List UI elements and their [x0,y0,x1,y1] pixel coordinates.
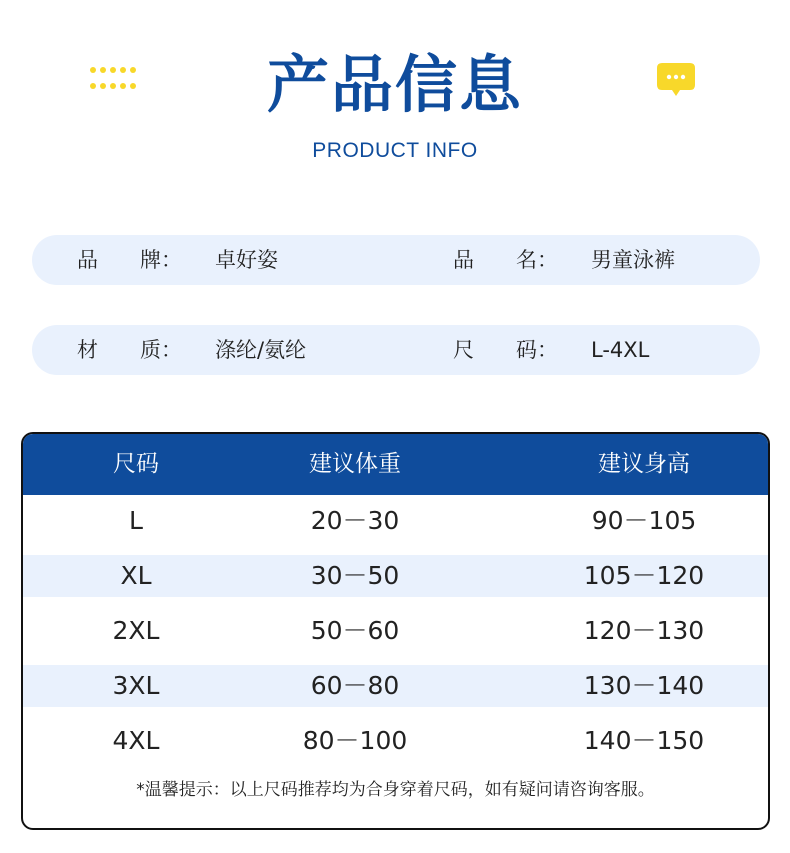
size-cell: 4XL [112,726,160,755]
info-row [32,235,760,285]
material-value: 涤纶/氨纶 [215,338,307,362]
material-label: 材 质： [77,338,182,362]
header-size: 尺码 [113,451,159,477]
size-cell: XL [120,561,152,590]
table-row [23,500,768,542]
weight-cell: 60－80 [310,671,400,700]
size-label: 尺 码： [453,338,558,362]
table-row [23,720,768,762]
weight-cell: 80－100 [302,726,408,755]
size-cell: L [129,506,143,535]
header-height: 建议身高 [598,451,690,477]
product-name-value: 男童泳裤 [591,248,675,272]
weight-cell: 30－50 [310,561,400,590]
height-cell: 140－150 [583,726,705,755]
size-cell: 3XL [112,671,160,700]
table-header [23,434,768,495]
product-name-label: 品 名： [453,248,558,272]
chat-bubble-icon [656,62,696,98]
table-row [23,665,768,707]
size-table [21,432,770,830]
table-row [23,610,768,652]
weight-cell: 50－60 [310,616,400,645]
dots-decoration [90,67,142,91]
info-row [32,325,760,375]
header-weight: 建议体重 [309,451,401,477]
size-value: L-4XL [591,338,650,362]
brand-value: 卓好姿 [215,248,278,272]
height-cell: 90－105 [591,506,697,535]
table-row [23,555,768,597]
height-cell: 120－130 [583,616,705,645]
page-subtitle: PRODUCT INFO [312,139,478,162]
page-title: 产品信息 [266,48,523,121]
height-cell: 105－120 [583,561,705,590]
height-cell: 130－140 [583,671,705,700]
size-tip-note: *温馨提示：以上尺码推荐均为合身穿着尺码，如有疑问请咨询客服。 [136,780,655,800]
brand-label: 品 牌： [77,248,182,272]
weight-cell: 20－30 [310,506,400,535]
size-cell: 2XL [112,616,160,645]
